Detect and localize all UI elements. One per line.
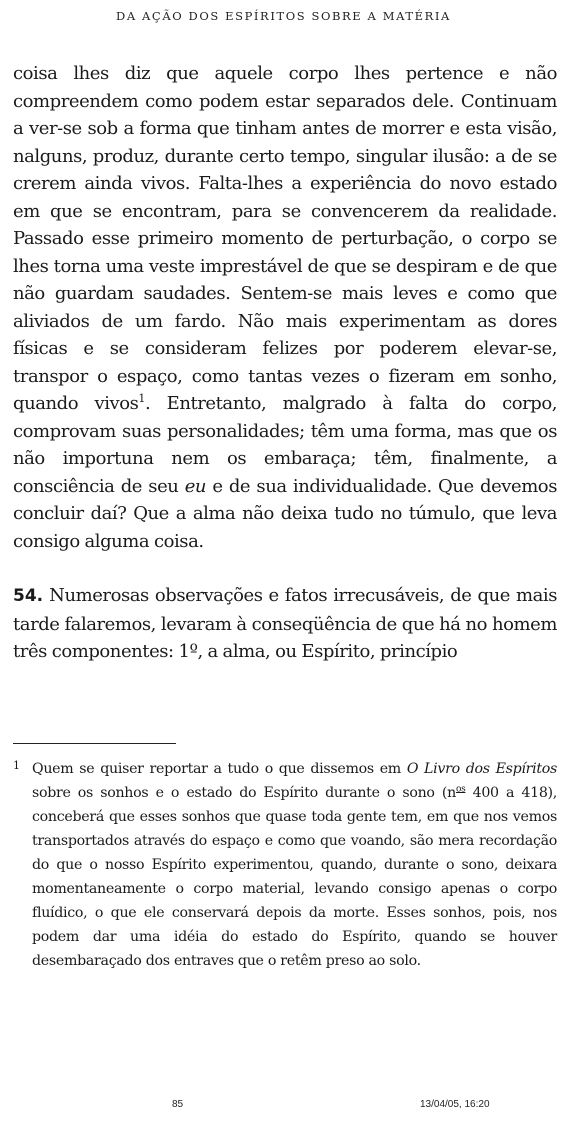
print-timestamp: 13/04/05, 16:20: [420, 1099, 490, 1110]
running-head: DA AÇÃO DOS ESPÍRITOS SOBRE A MATÉRIA: [116, 9, 451, 23]
main-text: [13, 60, 557, 666]
book-title: O Livro dos Espíritos: [406, 761, 557, 777]
footnote: [13, 757, 557, 973]
ordinal-suffix: os: [455, 784, 466, 795]
paragraph-text: . Entretanto, malgrado à falta do corpo, comprovam suas personalidades; têm uma forma, mas que os não importuna nem os embaraça; têm, finalmente, a consciência de seu: [13, 393, 557, 497]
paragraph: [13, 582, 557, 666]
footnote-text-part: Quem se quiser reportar a tudo o que dissemos em: [32, 761, 407, 777]
section-number: 54.: [13, 586, 44, 606]
footnote-text-part: sobre os sonhos e o estado do Espírito durante o sono (n: [32, 785, 456, 801]
paragraph-text: coisa lhes diz que aquele corpo lhes pertence e não compreendem como podem estar separados dele. Continuam a ver-se sob a forma que tinham antes de morrer e esta visão, nalguns, produz, durante certo tempo, singular ilusão: a de se crerem ainda vivos. Falta-lhes a experiência do novo estado em que se encontram, para se convencerem da realidade. Passado esse primeiro momento de perturbação, o corpo se lhes torna uma veste imprestável de que se despiram e de que não guardam saudades. Sentem-se mais leves e como que aliviados de um fardo. Não mais experimentam as dores físicas e se consideram felizes por poderem elevar-se, transpor o espaço, como tantas vezes o fizeram em sonho, quando vivos: [13, 63, 557, 414]
footnote-mark: 1: [13, 759, 20, 772]
page-number: 85: [172, 1099, 184, 1110]
emphasis-word: eu: [184, 475, 207, 497]
footnote-reference: 1: [138, 392, 145, 405]
paragraph-text: e de sua individualidade. Que devemos concluir daí? Que a alma não deixa tudo no túmulo, que leva consigo alguma coisa.: [13, 475, 557, 552]
footnote-divider: [13, 743, 176, 744]
paragraph: [13, 60, 557, 555]
footnote-text: [32, 757, 557, 973]
footnote-text-part: 400 a 418), conceberá que esses sonhos que quase toda gente tem, em que nos vemos transportados através do espaço e como que voando, são mera recordação do que o nosso Espírito experimentou, quando, durante o sono, deixara momentaneamente o corpo material, levando consigo apenas o corpo fluídico, o que ele conservará depois da morte. Esses sonhos, pois, nos podem dar uma idéia do estado do Espírito, quando se houver desembaraçado dos entraves que o retêm preso ao solo.: [32, 785, 557, 969]
paragraph-text: Numerosas observações e fatos irrecusáveis, de que mais tarde falaremos, levaram à conseqüência de que há no homem três componentes: 1º, a alma, ou Espírito, princípio: [13, 585, 557, 662]
